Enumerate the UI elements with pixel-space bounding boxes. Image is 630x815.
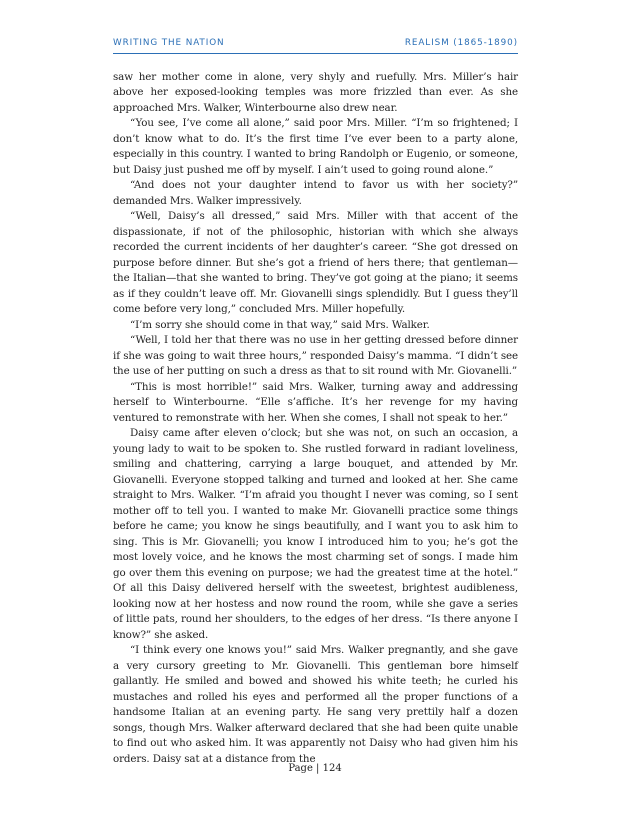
header-left-title: WRITING THE NATION — [113, 38, 225, 48]
running-header — [113, 38, 518, 54]
body-text — [113, 70, 518, 768]
paragraph: saw her mother come in alone, very shyly and ruefully. Mrs. Miller’s hair above her exposed-looking temples was more frizzled than ever. As she approached Mrs. Walker, Winterbourne also drew near. — [113, 70, 518, 114]
paragraph: Daisy came after eleven o’clock; but she was not, on such an occasion, a young lady to wait to be spoken to. She rustled forward in radiant loveliness, smiling and chattering, carrying a large bouquet, and attended by Mr. Giovanelli. Everyone stopped talking and turned and looked at her. She came straight to Mrs. Walker. “I’m afraid you thought I never was coming, so I sent mother off to tell you. I wanted to make Mr. Giovanelli practice some things before he came; you know he sings beautifully, and I want you to ask him to sing. This is Mr. Giovanelli; you know I introduced him to you; he’s got the most lovely voice, and he knows the most charming set of songs. I made him go over them this evening on purpose; we had the greatest time at the hotel.” Of all this Daisy delivered herself with the sweetest, brightest audibleness, looking now at her hostess and now round the room, while she gave a series of little pats, round her shoulders, to the edges of her dress. “Is there anyone I know?” she asked. — [113, 427, 518, 641]
page-number-footer: Page | 124 — [288, 763, 342, 774]
paragraph: “This is most horrible!” said Mrs. Walker, turning away and addressing herself to Winterbourne. “Elle s’affiche. It’s her revenge for my having ventured to remonstrate with her. When she comes, I shall not speak to her.” — [113, 380, 518, 424]
paragraph: “I’m sorry she should come in that way,” said Mrs. Walker. — [130, 318, 430, 331]
paragraph: “And does not your daughter intend to favor us with her society?” demanded Mrs. Walker impressively. — [113, 179, 518, 207]
paragraph: “I think every one knows you!” said Mrs. Walker pregnantly, and she gave a very cursory greeting to Mr. Giovanelli. This gentleman bore himself gallantly. He smiled and bowed and showed his white teeth; he curled his mustaches and rolled his eyes and performed all the proper functions of a handsome Italian at an evening party. He sang very prettily half a dozen songs, though Mrs. Walker afterward declared that she had been quite unable to find out who asked him. It was apparently not Daisy who had given him his orders. Daisy sat at a distance from the — [113, 644, 518, 765]
paragraph: “You see, I’ve come all alone,” said poor Mrs. Miller. “I’m so frightened; I don’t know what to do. It’s the first time I’ve ever been to a party alone, especially in this country. I wanted to bring Randolph or Eugenio, or someone, but Daisy just pushed me off by myself. I ain’t used to going round alone.” — [113, 117, 518, 176]
paragraph: “Well, Daisy’s all dressed,” said Mrs. Miller with that accent of the dispassionate, if not of the philosophic, historian with which she always recorded the current incidents of her daughter’s career. “She got dressed on purpose before dinner. But she’s got a friend of hers there; that gentleman—the Italian—that she wanted to bring. They’ve got going at the piano; it seems as if they couldn’t leave off. Mr. Giovanelli sings splendidly. But I guess they’ll come before very long,” concluded Mrs. Miller hopefully. — [113, 210, 518, 315]
paragraph: “Well, I told her that there was no use in her getting dressed before dinner if she was going to wait three hours,” responded Daisy’s mamma. “I didn’t see the use of her putting on such a dress as that to sit round with Mr. Giovanelli.” — [113, 334, 518, 377]
header-right-title: REALISM (1865-1890) — [404, 38, 518, 48]
